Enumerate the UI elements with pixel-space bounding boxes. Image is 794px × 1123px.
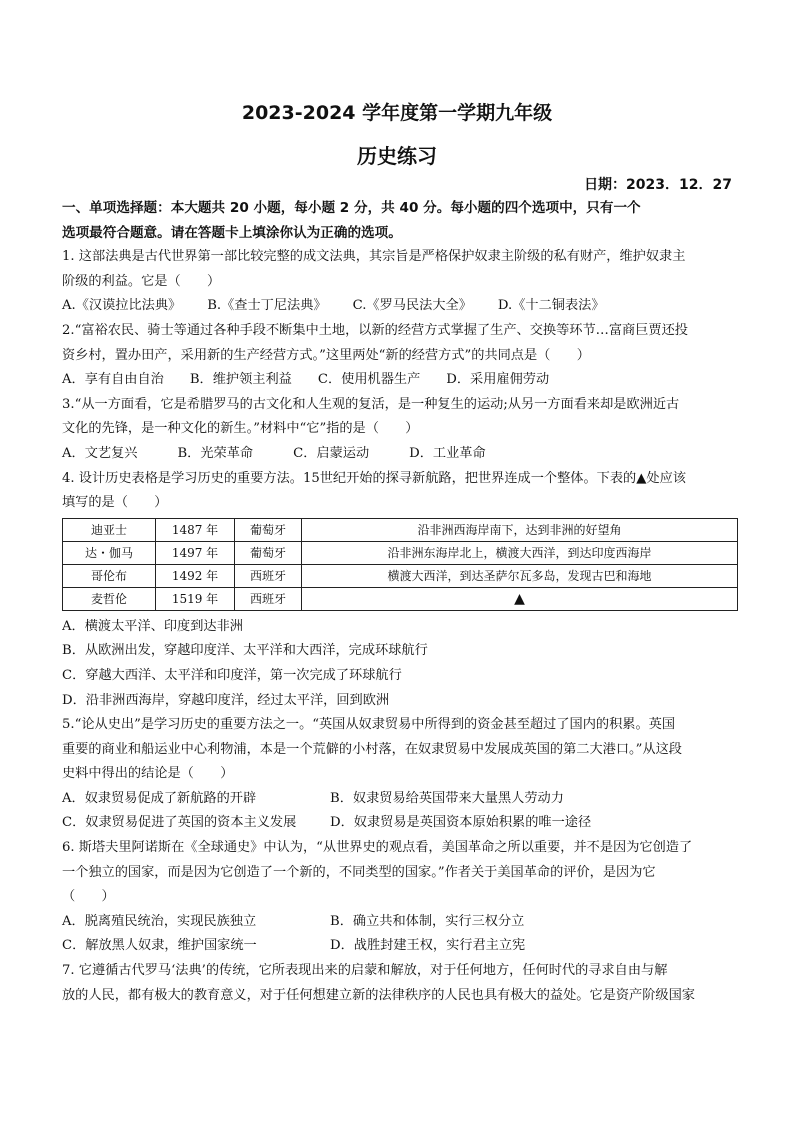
section-heading: 一、单项选择题：本大题共 20 小题，每小题 2 分，共 40 分。每小题的四个选项中，只有一个 [62, 200, 641, 216]
q6-option-d: D．战胜封建王权，实行君主立宪 [330, 938, 526, 954]
q3-option-c: C．启蒙运动 [293, 445, 370, 461]
table-row [63, 541, 738, 564]
table-cell: 横渡大西洋，到达圣萨尔瓦多岛，发现古巴和海地 [302, 564, 738, 587]
q6-option-c: C．解放黑人奴隶，维护国家统一 [62, 938, 257, 954]
table-cell: 沿非洲东海岸北上，横渡大西洋，到达印度西海岸 [302, 541, 738, 564]
q3-options [62, 442, 738, 467]
q4-option-d: D．沿非洲西海岸，穿越印度洋，经过太平洋，回到欧洲 [62, 692, 390, 708]
q7-stem-cont: 放的人民，都有极大的教育意义，对于任何想建立新的法律秩序的人民也具有极大的益处。它是资产阶级国家 [62, 987, 695, 1003]
q3-stem-cont: 文化的先锋，是一种文化的新生。”材料中“它”指的是（ ） [62, 421, 419, 437]
table-cell: 哥伦布 [63, 564, 156, 587]
section-heading-cont: 选项最符合题意。请在答题卡上填涂你认为正确的选项。 [62, 224, 402, 241]
q6-options-row1 [62, 910, 738, 935]
q5-stem-cont2: 史料中得出的结论是（ ） [62, 766, 234, 782]
q4-stem: 4. 设计历史表格是学习历史的重要方法。15世纪开始的探寻新航路，把世界连成一个整体。下表的▲处应该 [62, 470, 686, 486]
exam-subtitle: 历史练习 [357, 144, 437, 168]
q1-options [62, 294, 738, 319]
q1-option-d: D.《十二铜表法》 [497, 298, 605, 314]
exam-date: 日期：2023．12．27 [584, 177, 732, 193]
triangle-marker-cell: ▲ [302, 587, 738, 610]
q6-stem-cont: 一个独立的国家，而是因为它创造了一个新的，不同类型的国家。”作者关于美国革命的评价，是因为它 [62, 864, 656, 880]
q4-option-a: A．横渡太平洋、印度到达非洲 [62, 618, 243, 634]
table-cell: 1492 年 [156, 564, 235, 587]
q2-option-a: A．享有自由自治 [62, 372, 164, 388]
q4-option-b: B．从欧洲出发，穿越印度洋、太平洋和大西洋，完成环球航行 [62, 643, 428, 659]
q6-option-b: B．确立共和体制，实行三权分立 [330, 913, 525, 929]
q2-stem: 2.“富裕农民、骑士等通过各种手段不断集中土地，以新的经营方式掌握了生产、交换等环节…富商巨贾还投 [62, 322, 688, 338]
table-row [63, 518, 738, 541]
table-cell: 葡萄牙 [235, 518, 302, 541]
q1-option-a: A.《汉谟拉比法典》 [62, 298, 182, 314]
exam-title: 2023-2024 学年度第一学期九年级 [241, 102, 553, 124]
q2-stem-cont: 资乡村，置办田产，采用新的生产经营方式。”这里两处“新的经营方式”的共同点是（ ） [62, 347, 590, 363]
q5-option-b: B．奴隶贸易给英国带来大量黑人劳动力 [330, 790, 564, 806]
q2-option-c: C．使用机器生产 [317, 372, 421, 388]
q1-stem: 1. 这部法典是古代世界第一部比较完整的成文法典，其宗旨是严格保护奴隶主阶级的私有财产，维护奴隶主 [62, 249, 686, 265]
q5-option-d: D．奴隶贸易是英国资本原始积累的唯一途径 [330, 815, 592, 831]
q2-option-d: D．采用雇佣劳动 [446, 372, 550, 388]
q3-option-a: A．文艺复兴 [62, 445, 138, 461]
table-cell: 1519 年 [156, 587, 235, 610]
q6-stem: 6. 斯塔夫里阿诺斯在《全球通史》中认为，“从世界史的观点看，美国革命之所以重要，并不是因为它创造了 [62, 840, 693, 856]
q4-stem-cont: 填写的是（ ） [62, 495, 168, 511]
q5-options-row2 [62, 811, 738, 836]
q1-stem-cont: 阶级的利益。它是（ ） [62, 273, 221, 289]
q6-options-row2 [62, 934, 738, 959]
table-cell: 1487 年 [156, 518, 235, 541]
q5-option-a: A．奴隶贸易促成了新航路的开辟 [62, 790, 257, 806]
table-row [63, 564, 738, 587]
q5-options-row1 [62, 787, 738, 812]
q7-stem: 7. 它遵循古代罗马‘法典’的传统，它所表现出来的启蒙和解放，对于任何地方，任何时代的寻求自由与解 [62, 963, 668, 979]
table-cell: 沿非洲西海岸南下，达到非洲的好望角 [302, 518, 738, 541]
exploration-table [62, 518, 738, 611]
q2-options [62, 368, 738, 393]
q5-option-c: C．奴隶贸易促进了英国的资本主义发展 [62, 815, 297, 831]
table-cell: 西班牙 [235, 564, 302, 587]
q1-option-c: C.《罗马民法大全》 [352, 298, 472, 314]
q6-option-a: A．脱离殖民统治，实现民族独立 [62, 913, 257, 929]
table-cell: 西班牙 [235, 587, 302, 610]
table-row [63, 587, 738, 610]
table-cell: 1497 年 [156, 541, 235, 564]
table-cell: 迪亚士 [63, 518, 156, 541]
table-cell: 葡萄牙 [235, 541, 302, 564]
table-cell: 达・伽马 [63, 541, 156, 564]
q4-option-c: C．穿越大西洋、太平洋和印度洋，第一次完成了环球航行 [62, 667, 402, 683]
q2-option-b: B．维护领主利益 [189, 372, 292, 388]
q6-stem-cont2: （ ） [62, 889, 115, 905]
exam-content [62, 196, 738, 1008]
q3-stem: 3.“从一方面看，它是希腊罗马的古文化和人生观的复活，是一种复生的运动;从另一方面看来却是欧洲近古 [62, 396, 680, 412]
q3-option-d: D．工业革命 [409, 445, 486, 461]
q3-option-b: B．光荣革命 [177, 445, 254, 461]
q1-option-b: B.《查士丁尼法典》 [207, 298, 327, 314]
q5-stem: 5.“论从史出”是学习历史的重要方法之一。“英国从奴隶贸易中所得到的资金甚至超过了国内的积累。英国 [62, 717, 676, 733]
table-cell: 麦哲伦 [63, 587, 156, 610]
q5-stem-cont: 重要的商业和船运业中心利物浦，本是一个荒僻的小村落，在奴隶贸易中发展成英国的第二大港口。”从这段 [62, 741, 682, 757]
